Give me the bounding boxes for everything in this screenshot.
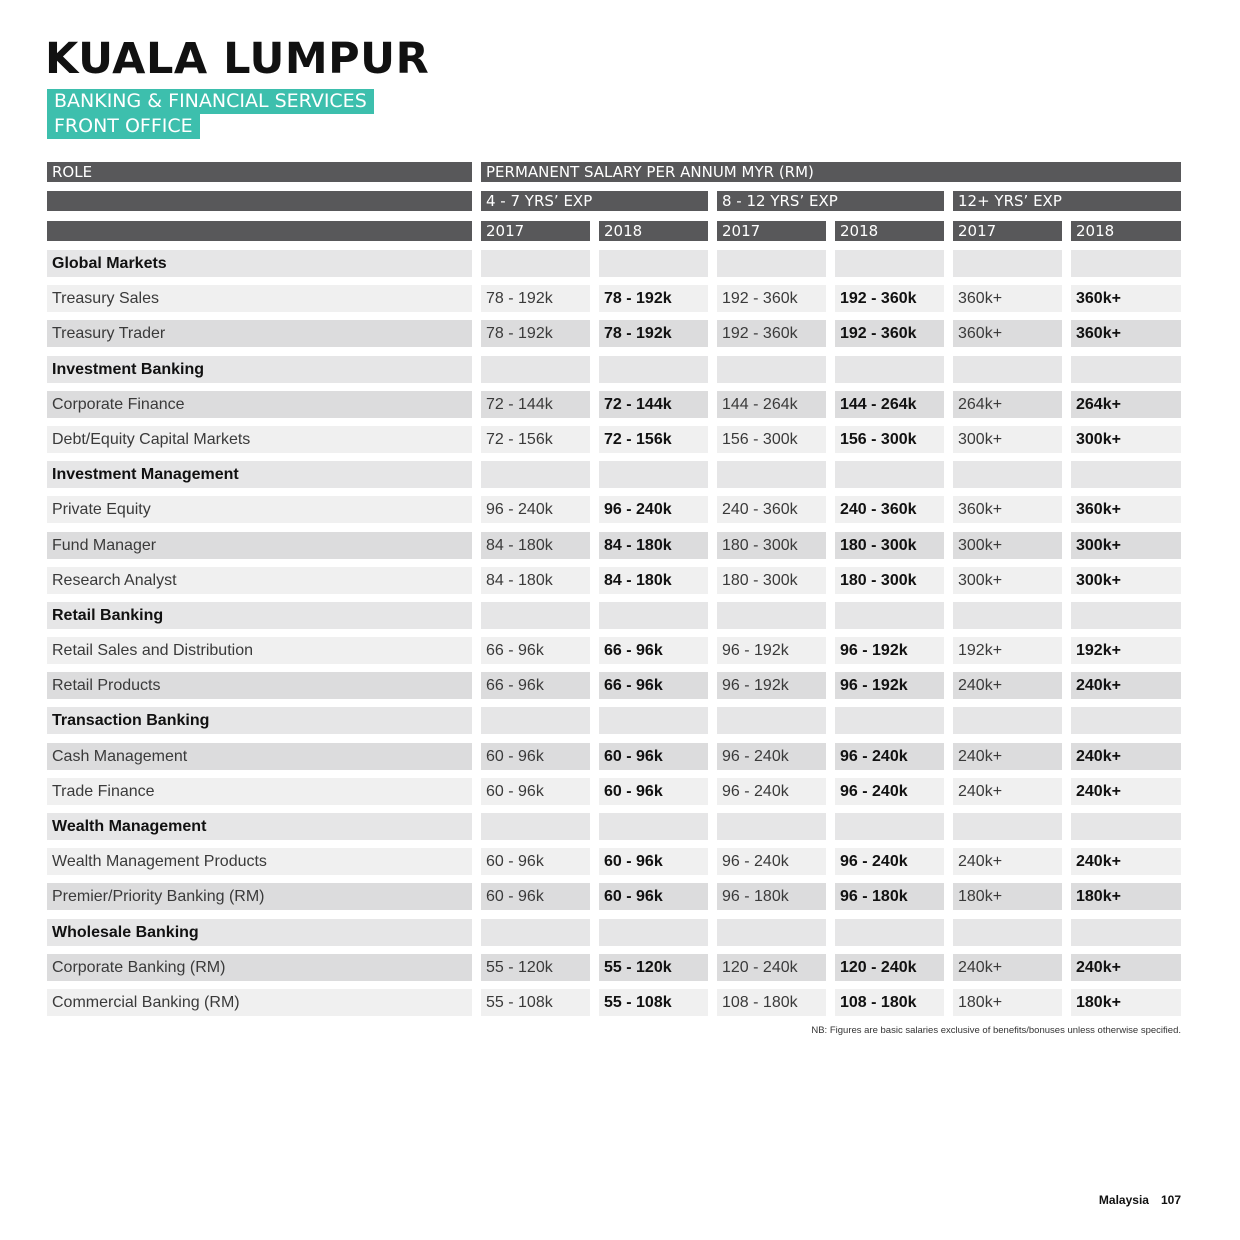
salary-cell: 72 - 156k: [481, 426, 590, 453]
role-name: Research Analyst: [47, 567, 472, 594]
salary-cell: 360k+: [953, 496, 1062, 523]
salary-cell: 240k+: [953, 743, 1062, 770]
salary-cell: 84 - 180k: [599, 532, 708, 559]
table-category-row: [0, 356, 1240, 383]
salary-cell: 66 - 96k: [481, 672, 590, 699]
salary-cell: 96 - 240k: [717, 743, 826, 770]
table-row: [0, 391, 1240, 418]
exp-band-8-12: 8 - 12 YRS’ EXP: [717, 191, 944, 211]
salary-cell: 96 - 192k: [835, 637, 944, 664]
salary-cell: 60 - 96k: [599, 848, 708, 875]
table-row: [0, 954, 1240, 981]
salary-cell: 55 - 108k: [599, 989, 708, 1016]
salary-cell: 96 - 180k: [835, 883, 944, 910]
salary-cell: 60 - 96k: [481, 778, 590, 805]
table-row: [0, 778, 1240, 805]
role-name: Wealth Management Products: [47, 848, 472, 875]
salary-cell: 55 - 120k: [599, 954, 708, 981]
salary-cell: 55 - 120k: [481, 954, 590, 981]
exp-band-12-plus: 12+ YRS’ EXP: [953, 191, 1181, 211]
table-category-row: [0, 602, 1240, 629]
salary-cell: 180 - 300k: [717, 567, 826, 594]
salary-cell: 300k+: [1071, 426, 1181, 453]
salary-cell: 180 - 300k: [717, 532, 826, 559]
salary-cell: 180 - 300k: [835, 567, 944, 594]
table-row: [0, 989, 1240, 1016]
salary-cell: 78 - 192k: [599, 320, 708, 347]
role-name: Corporate Finance: [47, 391, 472, 418]
role-name: Debt/Equity Capital Markets: [47, 426, 472, 453]
salary-cell: 96 - 192k: [717, 637, 826, 664]
footnote: NB: Figures are basic salaries exclusive of benefits/bonuses unless otherwise specified.: [811, 1025, 1181, 1036]
salary-cell: 78 - 192k: [599, 285, 708, 312]
role-name: Trade Finance: [47, 778, 472, 805]
salary-cell: 180 - 300k: [835, 532, 944, 559]
salary-cell: 180k+: [953, 989, 1062, 1016]
year-header: 2018: [1071, 221, 1181, 241]
category-label: Wealth Management: [47, 813, 472, 840]
category-label: Retail Banking: [47, 602, 472, 629]
salary-cell: 192k+: [953, 637, 1062, 664]
salary-cell: 192 - 360k: [717, 320, 826, 347]
table-row: [0, 848, 1240, 875]
role-header-spacer: [47, 191, 472, 211]
salary-cell: 360k+: [953, 320, 1062, 347]
salary-cell: 60 - 96k: [599, 743, 708, 770]
page-number: 107: [1160, 1193, 1181, 1207]
salary-cell: 360k+: [1071, 285, 1181, 312]
table-row: [0, 426, 1240, 453]
salary-cell: 72 - 156k: [599, 426, 708, 453]
table-category-row: [0, 250, 1240, 277]
salary-cell: 84 - 180k: [599, 567, 708, 594]
table-row: [0, 285, 1240, 312]
table-row: [0, 672, 1240, 699]
year-header: 2017: [717, 221, 826, 241]
salary-cell: 240k+: [1071, 778, 1181, 805]
salary-cell: 240k+: [1071, 672, 1181, 699]
salary-cell: 84 - 180k: [481, 567, 590, 594]
role-name: Private Equity: [47, 496, 472, 523]
category-label: Global Markets: [47, 250, 472, 277]
salary-cell: 240k+: [953, 778, 1062, 805]
salary-cell: 55 - 108k: [481, 989, 590, 1016]
category-label: Investment Banking: [47, 356, 472, 383]
salary-cell: 120 - 240k: [717, 954, 826, 981]
salary-cell: 96 - 180k: [717, 883, 826, 910]
role-name: Treasury Sales: [47, 285, 472, 312]
salary-cell: 60 - 96k: [599, 883, 708, 910]
salary-cell: 96 - 240k: [835, 848, 944, 875]
salary-cell: 240k+: [953, 848, 1062, 875]
salary-cell: 240 - 360k: [717, 496, 826, 523]
salary-cell: 360k+: [1071, 320, 1181, 347]
salary-cell: 240k+: [1071, 848, 1181, 875]
salary-cell: 96 - 240k: [481, 496, 590, 523]
salary-cell: 96 - 192k: [717, 672, 826, 699]
table-category-row: [0, 461, 1240, 488]
salary-cell: 264k+: [953, 391, 1062, 418]
salary-cell: 96 - 240k: [835, 778, 944, 805]
table-row: [0, 496, 1240, 523]
salary-cell: 192 - 360k: [835, 320, 944, 347]
salary-header: PERMANENT SALARY PER ANNUM MYR (RM): [481, 162, 1181, 182]
salary-cell: 240k+: [953, 954, 1062, 981]
role-header: ROLE: [47, 162, 472, 182]
salary-cell: 180k+: [1071, 883, 1181, 910]
salary-cell: 108 - 180k: [717, 989, 826, 1016]
salary-cell: 144 - 264k: [835, 391, 944, 418]
salary-cell: 120 - 240k: [835, 954, 944, 981]
salary-cell: 96 - 240k: [717, 778, 826, 805]
role-name: Premier/Priority Banking (RM): [47, 883, 472, 910]
sector-label: BANKING & FINANCIAL SERVICES: [47, 89, 374, 114]
salary-cell: 300k+: [953, 567, 1062, 594]
salary-cell: 156 - 300k: [717, 426, 826, 453]
role-name: Retail Sales and Distribution: [47, 637, 472, 664]
salary-cell: 72 - 144k: [481, 391, 590, 418]
salary-cell: 180k+: [953, 883, 1062, 910]
salary-cell: 192 - 360k: [717, 285, 826, 312]
table-row: [0, 637, 1240, 664]
salary-cell: 96 - 192k: [835, 672, 944, 699]
salary-cell: 240 - 360k: [835, 496, 944, 523]
role-name: Commercial Banking (RM): [47, 989, 472, 1016]
salary-cell: 240k+: [953, 672, 1062, 699]
salary-cell: 360k+: [953, 285, 1062, 312]
salary-cell: 156 - 300k: [835, 426, 944, 453]
salary-cell: 192k+: [1071, 637, 1181, 664]
table-category-row: [0, 707, 1240, 734]
role-name: Treasury Trader: [47, 320, 472, 347]
page-title: KUALA LUMPUR: [45, 34, 430, 84]
salary-cell: 96 - 240k: [717, 848, 826, 875]
salary-cell: 84 - 180k: [481, 532, 590, 559]
category-label: Wholesale Banking: [47, 919, 472, 946]
salary-cell: 264k+: [1071, 391, 1181, 418]
role-name: Cash Management: [47, 743, 472, 770]
salary-cell: 300k+: [1071, 567, 1181, 594]
salary-cell: 66 - 96k: [481, 637, 590, 664]
salary-cell: 78 - 192k: [481, 285, 590, 312]
salary-cell: 66 - 96k: [599, 637, 708, 664]
year-header: 2017: [953, 221, 1062, 241]
salary-cell: 180k+: [1071, 989, 1181, 1016]
salary-cell: 60 - 96k: [481, 743, 590, 770]
table-category-row: [0, 813, 1240, 840]
salary-cell: 360k+: [1071, 496, 1181, 523]
salary-cell: 300k+: [1071, 532, 1181, 559]
year-header: 2017: [481, 221, 590, 241]
table-row: [0, 320, 1240, 347]
category-label: Transaction Banking: [47, 707, 472, 734]
salary-cell: 300k+: [953, 532, 1062, 559]
year-header: 2018: [599, 221, 708, 241]
table-row: [0, 883, 1240, 910]
footer-country: Malaysia: [1098, 1193, 1149, 1207]
year-header-spacer: [47, 221, 472, 241]
page-footer: [1099, 1193, 1181, 1207]
salary-cell: 192 - 360k: [835, 285, 944, 312]
salary-cell: 96 - 240k: [835, 743, 944, 770]
salary-cell: 60 - 96k: [481, 883, 590, 910]
division-label: FRONT OFFICE: [47, 114, 200, 139]
table-row: [0, 567, 1240, 594]
salary-cell: 78 - 192k: [481, 320, 590, 347]
salary-cell: 240k+: [1071, 954, 1181, 981]
salary-cell: 300k+: [953, 426, 1062, 453]
salary-cell: 240k+: [1071, 743, 1181, 770]
salary-cell: 96 - 240k: [599, 496, 708, 523]
salary-cell: 60 - 96k: [599, 778, 708, 805]
exp-band-4-7: 4 - 7 YRS’ EXP: [481, 191, 708, 211]
salary-cell: 66 - 96k: [599, 672, 708, 699]
salary-cell: 144 - 264k: [717, 391, 826, 418]
table-row: [0, 743, 1240, 770]
role-name: Fund Manager: [47, 532, 472, 559]
role-name: Retail Products: [47, 672, 472, 699]
salary-cell: 72 - 144k: [599, 391, 708, 418]
table-row: [0, 532, 1240, 559]
year-header: 2018: [835, 221, 944, 241]
role-name: Corporate Banking (RM): [47, 954, 472, 981]
category-label: Investment Management: [47, 461, 472, 488]
salary-cell: 108 - 180k: [835, 989, 944, 1016]
table-category-row: [0, 919, 1240, 946]
salary-cell: 60 - 96k: [481, 848, 590, 875]
